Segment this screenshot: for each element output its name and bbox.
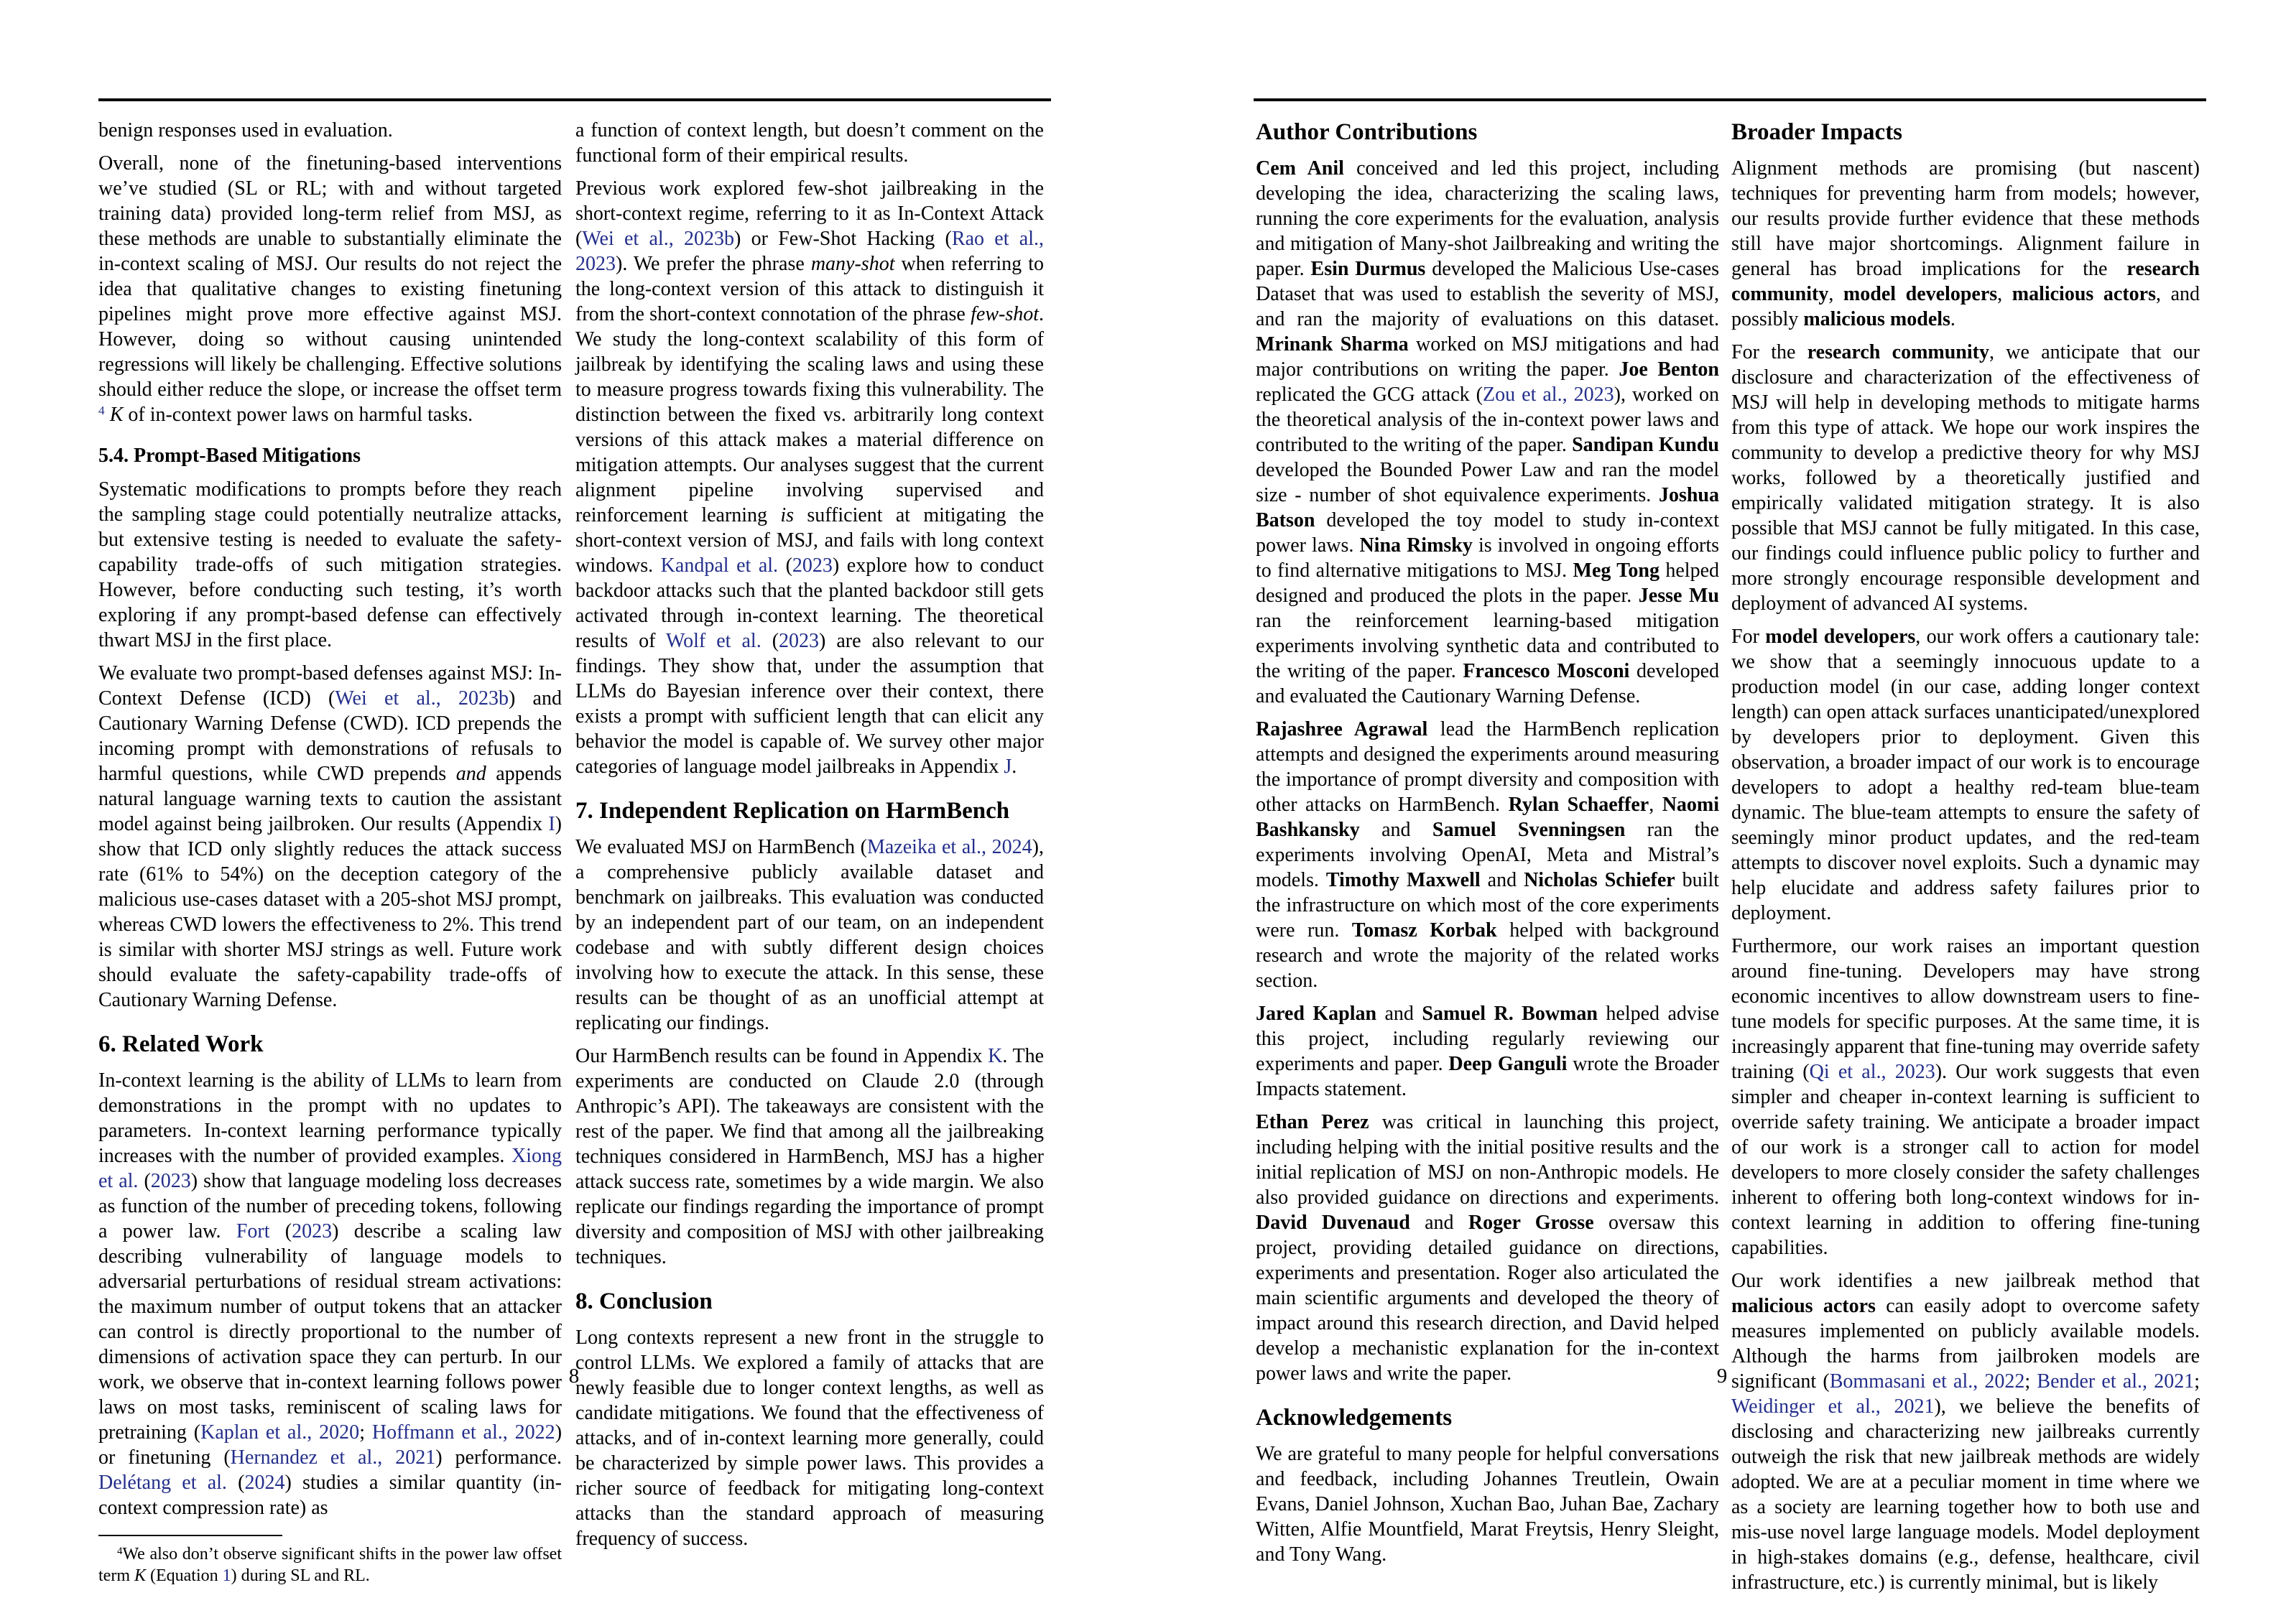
paragraph: For model developers, our work offers a cautionary tale: we show that a seemingly innocuous update to a production model (in our case, adding longer context length) can open attack surfaces unanticipated/unexplored by developers prior to deployment. Given this observation, a broader impact of our work is to encourage developers to adopt a healthy red-team blue-team dynamic. The blue-team attempts to ensure the safety of seemingly minor product updates, and the red-team attempts to discover novel exploits. Such a dynamic may help elucidate and address safety failures prior to deployment.	[1731, 626, 2200, 924]
italic-run: K	[109, 404, 124, 426]
paragraph: Furthermore, our work raises an important question around fine-tuning. Developers may have strong economic incentives to allow downstream users to fine-tune models for specific purposes. At the same time, it is increasingly apparent that fine-tuning may override safety training (Qi et al., 2023). Our work suggests that even simpler and cheaper in-context learning is sufficient to override safety training. We anticipate a broader impact of our work is a stronger call to action for model developers to more closely consider the safety challenges inherent to offering both long-context windows for in-context learning in addition to offering fine-tuning capabilities.	[1731, 935, 2200, 1259]
section-heading: 6. Related Work	[98, 1031, 264, 1057]
citation-link[interactable]: Bommasani et al., 2022	[1829, 1370, 2025, 1393]
paragraph: We evaluate two prompt-based defenses against MSJ: In-Context Defense (ICD) (Wei et al., 2023b) and Cautionary Warning Defense (CWD). ICD prepends the incoming prompt with demonstrations of refusals to harmful questions, while CWD prepends and appends natural language warning texts to caution the assistant model against being jailbroken. Our results (Appendix I) show that ICD only slightly reduces the attack success rate (61% to 54%) on the deception category of the malicious use-cases dataset with a 205-shot MSJ prompt, whereas CWD lowers the effectiveness to 2%. This trend is similar with shorter MSJ strings as well. Future work should evaluate the safety-capability trade-offs of Cautionary Warning Defense.	[98, 662, 562, 1011]
bold-run: malicious actors	[2012, 283, 2156, 305]
citation-link[interactable]: Fort	[236, 1220, 270, 1242]
bold-run: malicious models	[1803, 308, 1950, 330]
bold-run: research community	[1731, 258, 2200, 305]
bold-run: David Duvenaud	[1256, 1212, 1410, 1234]
bold-run: Cem Anil	[1256, 157, 1344, 180]
page-top-rule	[1254, 98, 2206, 101]
citation-link[interactable]: Kandpal et al.	[660, 554, 779, 577]
paragraph: Rajashree Agrawal lead the HarmBench replication attempts and designed the experiments around measuring the importance of prompt diversity and composition with other attacks on HarmBench. Rylan Schaeffer, Naomi Bashkansky and Samuel Svenningsen ran the experiments involving OpenAI, Meta and Mistral’s models. Timothy Maxwell and Nicholas Schiefer built the infrastructure on which most of the core experiments were run. Tomasz Korbak helped with background research and wrote the majority of the related works section.	[1256, 718, 1720, 992]
paragraph: Our work identifies a new jailbreak method that malicious actors can easily adopt to overcome safety measures implemented on publicly available models. Although the harms from jailbroken models are significant (Bommasani et al., 2022; Bender et al., 2021; Weidinger et al., 2021), we believe the benefits of disclosing and characterizing new jailbreaks currently outweigh the risk that new jailbreak methods are widely adopted. We are at a peculiar moment in time where we as a society are learning together how to both use and mis-use novel large language models. Model deployment in high-stakes domains (e.g., defense, healthcare, civil infrastructure, etc.) is currently minimal, but is likely	[1731, 1270, 2200, 1594]
paragraph: Ethan Perez was critical in launching this project, including helping with the initial positive results and the initial replication of MSJ on non-Anthropic models. He also provided guidance on directions and experiments. David Duvenaud and Roger Grosse oversaw this project, providing detailed guidance on directions, experiments and presentation. Roger also articulated the main scientific arguments and developed the theory of impact around this research direction, and David helped develop a mechanistic explanation for the in-context power laws and write the paper.	[1256, 1111, 1720, 1385]
bold-run: malicious actors	[1731, 1295, 1876, 1317]
bold-run: Timothy Maxwell	[1325, 869, 1481, 891]
footnote-marker: 4	[117, 1545, 123, 1557]
bold-run: Sandipan Kundu	[1572, 434, 1719, 456]
footnote-block	[98, 1535, 562, 1586]
section-heading: Author Contributions	[1256, 119, 1478, 145]
section-heading: Acknowledgements	[1256, 1405, 1453, 1431]
bold-run: Rajashree Agrawal	[1256, 718, 1428, 740]
bold-run: Joshua Batson	[1256, 484, 1719, 531]
footnote-rule	[98, 1535, 282, 1536]
page-top-rule	[98, 98, 1051, 101]
bold-run: model developers	[1843, 283, 1998, 305]
citation-link[interactable]: Delétang et al.	[98, 1472, 227, 1494]
citation-link[interactable]: 2023	[150, 1170, 191, 1192]
paragraph: Long contexts represent a new front in the struggle to control LLMs. We explored a family of attacks that are newly feasible due to longer context lengths, as well as candidate mitigations. We found that the effectiveness of attacks, and of in-context learning more generally, could be characterized by simple power laws. This provides a richer source of feedback for mitigating long-context attacks than the standard approach of measuring frequency of success.	[575, 1326, 1044, 1550]
footnote-text: $^4$We also don’t observe significant shifts in the power law offset term K (Equation 1) during SL and RL.	[98, 1545, 562, 1585]
section-heading: Broader Impacts	[1731, 119, 1903, 145]
page-9-column-1	[1256, 118, 1719, 1575]
italic-run: few-shot	[971, 303, 1039, 325]
bold-run: research community	[1807, 341, 1989, 363]
bold-run: Meg Tong	[1573, 559, 1659, 582]
bold-run: Mrinank Sharma	[1256, 333, 1409, 356]
citation-link[interactable]: Wei et al., 2023b	[582, 228, 734, 250]
bold-run: Deep Ganguli	[1448, 1053, 1568, 1075]
citation-link[interactable]: Rao et al., 2023	[575, 228, 1044, 275]
bold-run: Francesco Mosconi	[1463, 660, 1630, 682]
paragraph: We evaluated MSJ on HarmBench (Mazeika et al., 2024), a comprehensive publicly available dataset and benchmark on jailbreaks. This evaluation was conducted by an independent part of our team, on an independent codebase and with subtly different design choices involving how to execute the attack. In this sense, these results can be thought of as an unofficial attempt at replicating our findings.	[575, 836, 1044, 1034]
paragraph: For the research community, we anticipate that our disclosure and characterization of the effectiveness of MSJ will help in developing methods to mitigate harms from this type of attack. We hope our work inspires the community to develop a predictive theory for why MSJ works, followed by a theoretically justified and empirically validated mitigation strategy. It is also possible that MSJ cannot be fully mitigated. In this case, our findings could influence public policy to further and more strongly encourage responsible development and deployment of advanced AI systems.	[1731, 341, 2200, 615]
paragraph: In-context learning is the ability of LLMs to learn from demonstrations in the prompt with no updates to parameters. In-context learning performance typically increases with the number of provided examples. Xiong et al. (2023) show that language modeling loss decreases as function of the number of preceding tokens, following a power law. Fort (2023) describe a scaling law describing vulnerability of language models to adversarial perturbations of residual stream activations: the maximum number of output tokens that an attacker can control is directly proportional to the number of dimensions of activation space they can perturb. In our work, we observe that in-context learning follows power laws on most tasks, reminiscent of scaling laws for pretraining (Kaplan et al., 2020; Hoffmann et al., 2022) or finetuning (Hernandez et al., 2021) performance. Delétang et al. (2024) studies a similar quantity (in-context compression rate) as	[98, 1069, 563, 1519]
citation-link[interactable]: 1	[222, 1566, 231, 1585]
citation-link[interactable]: Zou et al., 2023	[1483, 384, 1614, 406]
bold-run: Rylan Schaeffer	[1508, 794, 1649, 816]
bold-run: model developers	[1765, 626, 1916, 648]
citation-link[interactable]: 2023	[779, 630, 820, 652]
bold-run: Ethan Perez	[1256, 1111, 1369, 1133]
citation-link[interactable]: 2023	[792, 554, 833, 577]
paragraph: Systematic modifications to prompts before they reach the sampling stage could potentially neutralize attacks, but extensive testing is needed to evaluate the safety-capability trade-offs of such mitigation strategies. However, before conducting such testing, it’s worth exploring if any prompt-based defense can effectively thwart MSJ in the first place.	[98, 478, 562, 651]
page-8	[0, 0, 1148, 1585]
subsection-heading: 5.4. Prompt-Based Mitigations	[98, 445, 361, 467]
citation-link[interactable]: Hoffmann et al., 2022	[371, 1421, 555, 1444]
paragraph: Alignment methods are promising (but nascent) techniques for preventing harm from models; however, our results provide further evidence that these methods still have major shortcomings. Alignment failure in general has broad implications for the research community, model developers, malicious actors, and possibly malicious models.	[1731, 157, 2200, 330]
citation-link[interactable]: Wolf et al.	[665, 630, 762, 652]
citation-link[interactable]: 2023	[292, 1220, 333, 1242]
citation-link[interactable]: Mazeika et al., 2024	[866, 836, 1032, 858]
bold-run: Nina Rimsky	[1359, 534, 1473, 557]
italic-run: and	[455, 763, 486, 785]
bold-run: Samuel R. Bowman	[1422, 1003, 1598, 1025]
bold-run: Nicholas Schiefer	[1524, 869, 1675, 891]
citation-link[interactable]: 2024	[244, 1472, 285, 1494]
bold-run: Jesse Mu	[1638, 585, 1719, 607]
bold-run: Tomasz Korbak	[1351, 919, 1497, 942]
citation-link[interactable]: Wei et al., 2023b	[335, 687, 509, 710]
paragraph: benign responses used in evaluation.	[98, 119, 393, 141]
bold-run: Joe Benton	[1619, 358, 1719, 381]
paragraph: Jared Kaplan and Samuel R. Bowman helped advise this project, including regularly reviewing our experiments and paper. Deep Ganguli wrote the Broader Impacts statement.	[1256, 1003, 1720, 1100]
paragraph: a function of context length, but doesn’t comment on the functional form of their empirical results.	[575, 119, 1044, 167]
citation-link[interactable]: J	[1004, 756, 1012, 778]
italic-run: is	[780, 504, 795, 526]
citation-link[interactable]: I	[548, 813, 555, 835]
citation-link[interactable]: Hernandez et al., 2021	[230, 1446, 436, 1469]
paragraph: Previous work explored few-shot jailbreaking in the short-context regime, referring to it as In-Context Attack (Wei et al., 2023b) or Few-Shot Hacking (Rao et al., 2023). We prefer the phrase many-shot when referring to the long-context version of this attack to distinguish it from the short-context connotation of the phrase few-shot. We study the long-context scalability of this form of jailbreak by identifying the scaling laws and using these to measure progress towards fixing this vulnerability. The distinction between the fixed vs. arbitrarily long context versions of this attack makes a material difference on mitigation attempts. Our analyses suggest that the current alignment pipeline involving supervised and reinforcement learning is sufficient at mitigating the short-context version of MSJ, and fails with long context windows. Kandpal et al. (2023) explore how to conduct backdoor attacks such that the planted backdoor still gets activated through in-context learning. The theoretical results of Wolf et al. (2023) are also relevant to our findings. They show that, under the assumption that LLMs do Bayesian inference over their context, there exists a prompt with sufficient length that can elicit any behavior the model is capable of. We survey other major categories of language model jailbreaks in Appendix J.	[575, 177, 1045, 778]
section-heading: 8. Conclusion	[575, 1288, 713, 1314]
citation-link[interactable]: Weidinger et al., 2021	[1731, 1395, 1935, 1418]
bold-run: Naomi Bashkansky	[1256, 794, 1720, 841]
paragraph: Overall, none of the finetuning-based interventions we’ve studied (SL or RL; with and without targeted training data) provided long-term relief from MSJ, as these methods are unable to substantially eliminate the in-context scaling of MSJ. Our results do not reject the idea that qualitative changes to existing finetuning pipelines might prove more effective against MSJ. However, doing so without causing unintended regressions will likely be challenging. Effective solutions should either reduce the slope, or increase the offset term $^4$ K of in-context power laws on harmful tasks.	[98, 152, 562, 426]
bold-run: Roger Grosse	[1468, 1212, 1594, 1234]
italic-run: many-shot	[810, 253, 895, 275]
section-heading: 7. Independent Replication on HarmBench	[575, 798, 1010, 824]
page-9	[1148, 0, 2296, 1594]
italic-run: K	[134, 1566, 146, 1585]
page-number: 8	[568, 1365, 580, 1388]
paragraph: We are grateful to many people for helpful conversations and feedback, including Johannes Treutlein, Owain Evans, Daniel Johnson, Xuchan Bao, Juhan Bae, Zachary Witten, Alfie Mountfield, Marat Freytsis, Henry Sleight, and Tony Wang.	[1256, 1443, 1719, 1566]
citation-link[interactable]: K	[988, 1045, 1003, 1067]
citation-link[interactable]: Xiong et al.	[98, 1145, 562, 1192]
bold-run: Esin Durmus	[1310, 258, 1426, 280]
citation-link[interactable]: Qi et al., 2023	[1809, 1061, 1935, 1083]
footnote-marker-link[interactable]: 4	[98, 404, 105, 418]
page-8-column-2	[575, 118, 1044, 1559]
bold-run: Jared Kaplan	[1256, 1003, 1377, 1025]
paragraph: Our HarmBench results can be found in Appendix K. The experiments are conducted on Claude 2.0 (through Anthropic’s API). The takeaways are consistent with the rest of the paper. We find that among all the jailbreaking techniques considered in HarmBench, MSJ has a higher attack success rate, sometimes by a wide margin. We also replicate our findings regarding the importance of prompt diversity and composition of MSJ with other jailbreaking techniques.	[575, 1045, 1044, 1268]
citation-link[interactable]: Bender et al., 2021	[2037, 1370, 2195, 1393]
page-number: 9	[1716, 1365, 1728, 1388]
citation-link[interactable]: Kaplan et al., 2020	[200, 1421, 360, 1444]
bold-run: Samuel Svenningsen	[1432, 819, 1626, 841]
paragraph: Cem Anil conceived and led this project, including developing the idea, characterizing the scaling laws, running the core experiments for the evaluation, analysis and mitigation of Many-shot Jailbreaking and writing the paper. Esin Durmus developed the Malicious Use-cases Dataset that was used to establish the severity of MSJ, and ran the majority of evaluations on this dataset. Mrinank Sharma worked on MSJ mitigations and had major contributions on writing the paper. Joe Benton replicated the GCG attack (Zou et al., 2023), worked on the theoretical analysis of the in-context power laws and contributed to the writing of the paper. Sandipan Kundu developed the Bounded Power Law and ran the model size - number of shot equivalence experiments. Joshua Batson developed the toy model to study in-context power laws. Nina Rimsky is involved in ongoing efforts to find alternative mitigations to MSJ. Meg Tong helped designed and produced the plots in the paper. Jesse Mu ran the reinforcement learning-based mitigation experiments involving synthetic data and contributed to the writing of the paper. Francesco Mosconi developed and evaluated the Cautionary Warning Defense.	[1256, 157, 1720, 707]
